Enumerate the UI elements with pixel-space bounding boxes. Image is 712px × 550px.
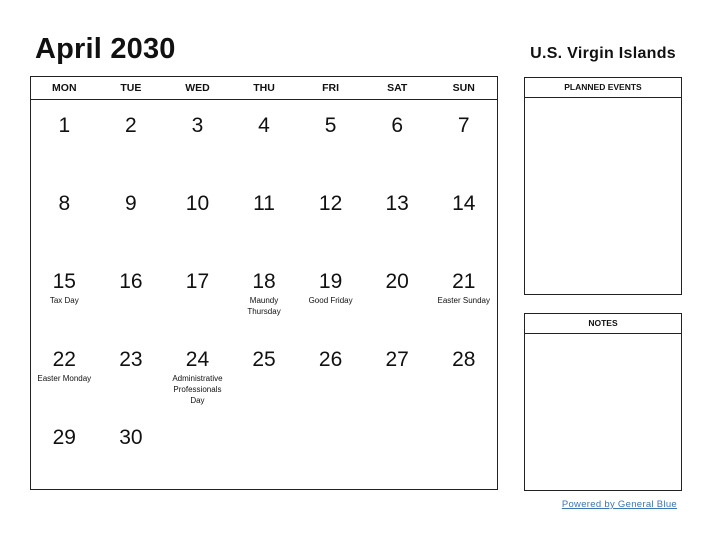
day-number: 16 xyxy=(119,270,143,293)
calendar-week xyxy=(31,100,497,178)
day-number: 1 xyxy=(58,114,71,137)
day-number: 23 xyxy=(119,348,143,371)
calendar-grid xyxy=(30,76,498,490)
day-cell xyxy=(297,178,364,256)
day-number: 27 xyxy=(385,348,409,371)
planned-events-title: PLANNED EVENTS xyxy=(525,78,681,98)
day-number: 15 xyxy=(52,270,76,293)
day-number: 19 xyxy=(318,270,343,293)
holiday-label: Easter Sunday xyxy=(437,296,490,305)
day-cell xyxy=(164,412,231,490)
page-title: April 2030 xyxy=(35,33,176,65)
day-cell xyxy=(364,256,431,334)
day-number: 5 xyxy=(324,114,337,137)
day-cell xyxy=(164,178,231,256)
day-cell xyxy=(231,256,298,334)
day-cell xyxy=(164,256,231,334)
day-number: 10 xyxy=(185,192,210,215)
holiday-label: Easter Monday xyxy=(37,374,92,383)
day-cell xyxy=(98,334,165,412)
calendar-week xyxy=(31,178,497,256)
day-number: 22 xyxy=(52,348,76,371)
day-number: 11 xyxy=(253,192,275,215)
day-cell xyxy=(430,334,497,412)
weekday-header xyxy=(31,77,497,100)
day-number: 9 xyxy=(125,192,137,215)
day-cell xyxy=(31,100,98,178)
day-number: 2 xyxy=(125,114,137,137)
day-cell xyxy=(297,256,364,334)
day-cell xyxy=(31,334,98,412)
day-cell xyxy=(31,256,98,334)
day-cell xyxy=(98,178,165,256)
day-cell xyxy=(430,178,497,256)
day-number: 6 xyxy=(391,114,404,137)
holiday-label: Maundy Thursday xyxy=(247,296,281,316)
notes-title: NOTES xyxy=(525,314,681,334)
day-number: 3 xyxy=(191,114,204,137)
day-number: 8 xyxy=(58,192,71,215)
powered-by-link[interactable]: Powered by General Blue xyxy=(561,499,677,510)
weekday-label: THU xyxy=(253,82,275,94)
weekday-label: SAT xyxy=(387,82,408,94)
calendar-week xyxy=(31,412,497,490)
day-number: 13 xyxy=(385,192,409,215)
day-cell xyxy=(231,412,298,490)
day-cell xyxy=(98,256,165,334)
day-cell xyxy=(364,412,431,490)
weekday-label: SUN xyxy=(452,82,475,94)
day-cell xyxy=(31,178,98,256)
day-cell xyxy=(231,100,298,178)
holiday-label: Administrative Professionals Day xyxy=(172,374,223,405)
day-cell xyxy=(430,100,497,178)
weekday-label: WED xyxy=(185,82,210,94)
planned-events-panel xyxy=(524,77,682,295)
day-cell xyxy=(430,412,497,490)
day-number: 21 xyxy=(452,270,476,293)
day-number: 25 xyxy=(252,348,276,371)
day-cell xyxy=(231,178,298,256)
day-cell xyxy=(98,100,165,178)
day-number: 17 xyxy=(185,270,210,293)
day-number: 30 xyxy=(119,426,143,449)
day-number: 20 xyxy=(385,270,409,293)
day-cell xyxy=(297,412,364,490)
day-cell xyxy=(31,412,98,490)
calendar-week xyxy=(31,256,497,334)
day-number: 29 xyxy=(52,426,76,449)
day-cell xyxy=(297,334,364,412)
day-cell xyxy=(164,334,231,412)
calendar-week xyxy=(31,334,497,412)
day-number: 4 xyxy=(258,114,270,137)
day-cell xyxy=(297,100,364,178)
day-cell xyxy=(98,412,165,490)
holiday-label: Good Friday xyxy=(308,296,353,305)
day-number: 24 xyxy=(185,348,210,371)
region-label: U.S. Virgin Islands xyxy=(530,45,676,62)
day-cell xyxy=(364,178,431,256)
day-cell xyxy=(364,100,431,178)
day-cell xyxy=(364,334,431,412)
day-number: 12 xyxy=(318,192,343,215)
day-cell xyxy=(231,334,298,412)
day-cell xyxy=(430,256,497,334)
day-number: 7 xyxy=(457,114,470,137)
day-number: 18 xyxy=(252,270,276,293)
weekday-label: MON xyxy=(52,82,77,94)
day-cell xyxy=(164,100,231,178)
holiday-label: Tax Day xyxy=(49,296,79,305)
weekday-label: TUE xyxy=(120,82,142,94)
day-number: 26 xyxy=(318,348,343,371)
day-number: 28 xyxy=(452,348,476,371)
day-number: 14 xyxy=(452,192,476,215)
notes-panel xyxy=(524,313,682,491)
weekday-label: FRI xyxy=(322,82,340,94)
